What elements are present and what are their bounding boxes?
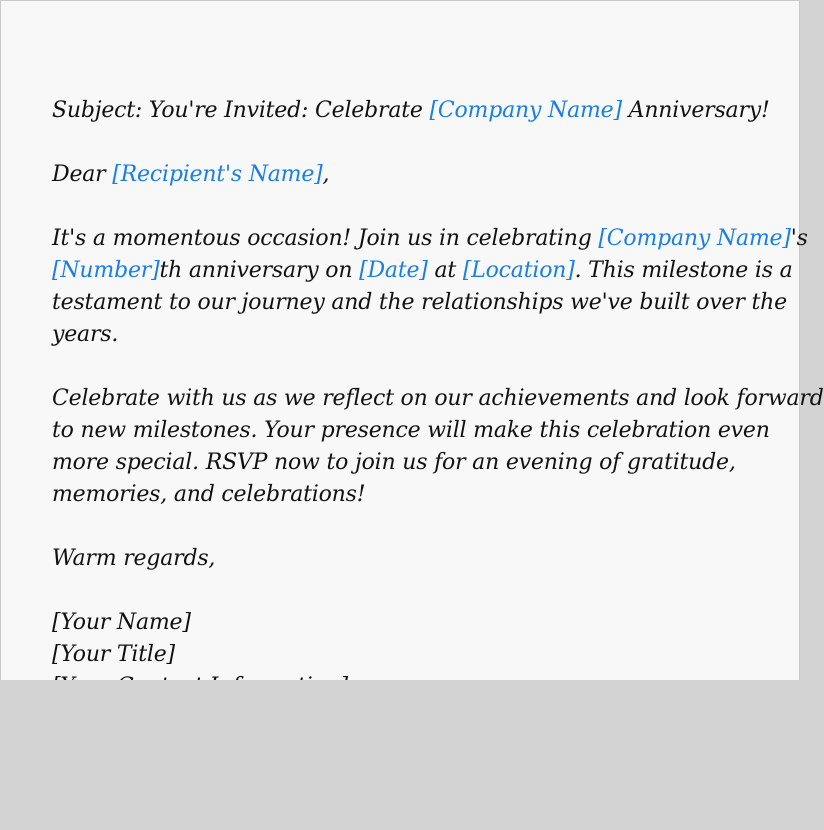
closing-text: Warm regards, [52, 546, 216, 571]
p1-line2-text2: at [427, 258, 463, 283]
p2-line2: to new milestones. Your presence will make this celebration even [52, 418, 770, 443]
p2-line3: more special. RSVP now to join us for an evening of gratitude, [52, 450, 736, 475]
placeholder-recipient-name: [Recipient's Name] [112, 162, 323, 187]
p1-line2-text1: th anniversary on [159, 258, 360, 283]
p1-line1-prefix: It's a momentous occasion! Join us in celebrating [52, 226, 599, 251]
subject-line [52, 95, 770, 127]
signature-name: [Your Name] [52, 610, 191, 635]
p1-line4: years. [52, 322, 119, 347]
greeting-line [52, 159, 762, 191]
subject-prefix: Subject: You're Invited: Celebrate [52, 98, 430, 123]
placeholder-location: [Location] [462, 258, 575, 283]
closing-line [52, 543, 762, 575]
paragraph-invitation [52, 223, 808, 351]
p2-line1: Celebrate with us as we reflect on our achievements and look forward [52, 386, 824, 411]
letter-body [52, 95, 824, 735]
signature-title: [Your Title] [52, 642, 175, 667]
placeholder-number: [Number] [52, 258, 160, 283]
greeting-suffix: , [322, 162, 330, 187]
p1-line2-text3: . This milestone is a [574, 258, 793, 283]
placeholder-company-name: [Company Name] [598, 226, 791, 251]
greeting-prefix: Dear [52, 162, 113, 187]
paragraph-celebrate [52, 383, 824, 511]
p1-line3: testament to our journey and the relationships we've built over the [52, 290, 787, 315]
p2-line4: memories, and celebrations! [52, 482, 366, 507]
subject-suffix: Anniversary! [621, 98, 770, 123]
p1-line1-suffix: 's [790, 226, 808, 251]
placeholder-date: [Date] [359, 258, 428, 283]
bottom-backdrop [0, 680, 800, 830]
placeholder-company-name: [Company Name] [429, 98, 622, 123]
